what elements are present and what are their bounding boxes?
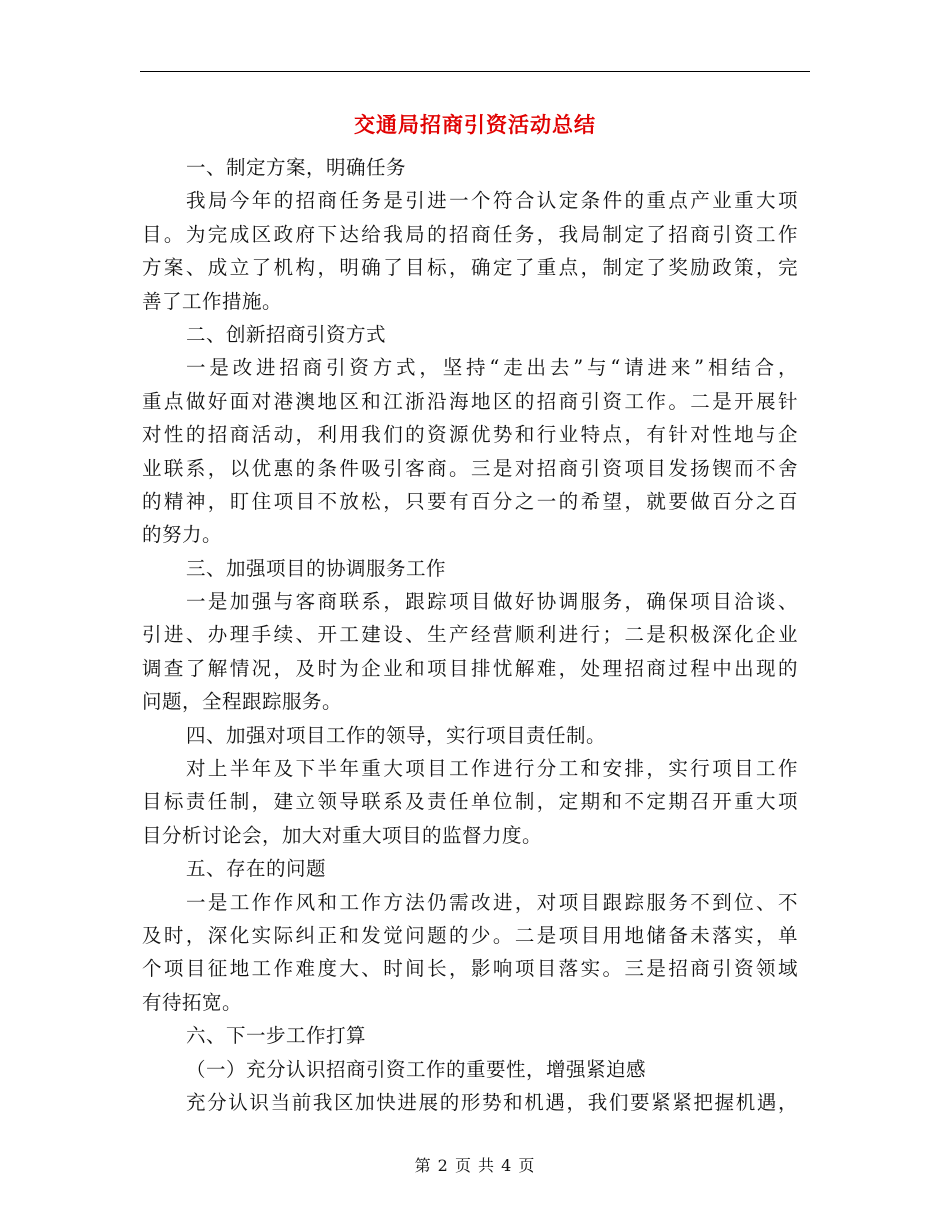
body-line: 调查了解情况，及时为企业和项目排忧解难，处理招商过程中出现的 <box>142 656 798 680</box>
body-line: 及时，深化实际纠正和发觉问题的少。二是项目用地储备未落实，单 <box>142 923 798 947</box>
body-line: 一是加强与客商联系，跟踪项目做好协调服务，确保项目洽谈、 <box>186 590 798 614</box>
body-line: 问题，全程跟踪服务。 <box>142 690 343 714</box>
body-line: 充分认识当前我区加快进展的形势和机遇，我们要紧紧把握机遇， <box>186 1090 798 1114</box>
body-line: 重点做好面对港澳地区和江浙沿海地区的招商引资工作。二是开展针 <box>142 389 798 413</box>
document-body <box>142 151 798 1119</box>
body-line: 的努力。 <box>142 523 223 547</box>
body-line: 善了工作措施。 <box>142 289 283 313</box>
page-footer: 第 2 页 共 4 页 <box>414 1156 536 1175</box>
body-line: 目分析讨论会，加大对重大项目的监督力度。 <box>142 823 543 847</box>
body-line: 目。为完成区政府下达给我局的招商任务，我局制定了招商引资工作 <box>142 222 798 246</box>
body-line: 六、下一步工作打算 <box>186 1024 367 1048</box>
body-line: 我局今年的招商任务是引进一个符合认定条件的重点产业重大项 <box>186 189 798 213</box>
body-line: 业联系，以优惠的条件吸引客商。三是对招商引资项目发扬锲而不舍 <box>142 456 798 480</box>
body-line: 有待拓宽。 <box>142 990 243 1014</box>
body-line: 对性的招商活动，利用我们的资源优势和行业特点，有针对性地与企 <box>142 423 798 447</box>
body-line: 一、制定方案，明确任务 <box>186 156 407 179</box>
body-line: 个项目征地工作难度大、时间长，影响项目落实。三是招商引资领域 <box>142 957 798 981</box>
body-line: 三、加强项目的协调服务工作 <box>186 556 447 580</box>
body-line: 一是改进招商引资方式，坚持“走出去”与“请进来”相结合， <box>186 356 798 380</box>
body-line: （一）充分认识招商引资工作的重要性，增强紧迫感 <box>186 1057 647 1081</box>
body-line: 方案、成立了机构，明确了目标，确定了重点，制定了奖励政策，完 <box>142 256 798 280</box>
body-line: 引进、办理手续、开工建设、生产经营顺利进行；二是积极深化企业 <box>142 623 798 647</box>
body-line: 目标责任制，建立领导联系及责任单位制，定期和不定期召开重大项 <box>142 790 798 814</box>
body-line: 一是工作作风和工作方法仍需改进，对项目跟踪服务不到位、不 <box>186 890 798 914</box>
body-line: 四、加强对项目工作的领导，实行项目责任制。 <box>186 723 607 747</box>
header-rule <box>140 71 810 72</box>
document-title: 交通局招商引资活动总结 <box>354 112 596 137</box>
body-line: 五、存在的问题 <box>186 857 327 881</box>
body-line: 的精神，盯住项目不放松，只要有百分之一的希望，就要做百分之百 <box>142 489 798 513</box>
body-line: 二、创新招商引资方式 <box>186 322 387 346</box>
body-line: 对上半年及下半年重大项目工作进行分工和安排，实行项目工作 <box>186 757 798 781</box>
